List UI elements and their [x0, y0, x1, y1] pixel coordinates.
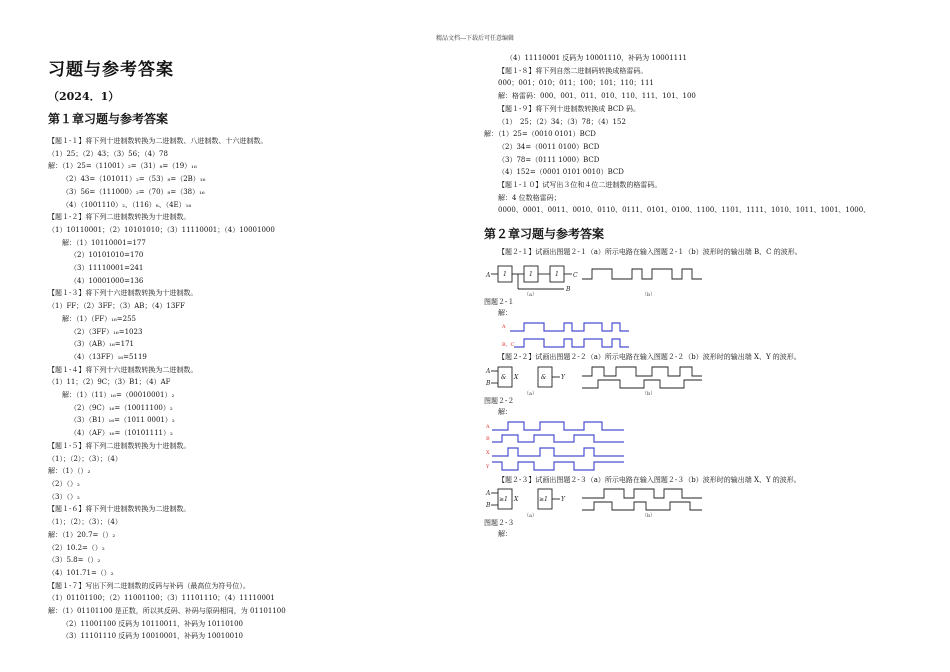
figure-2-1-input-waveform — [582, 269, 702, 279]
svg-text:1: 1 — [529, 270, 533, 278]
answer-2-1-waveforms — [484, 319, 904, 351]
chapter-1-heading: 第１章习题与参考答案 — [48, 112, 169, 126]
exercise-line: （1）；（2）；（3）；（4） — [48, 454, 122, 463]
chapter-1-exercises-cont — [484, 52, 904, 217]
exercise-line: （1）；（2）；（3）；（4） — [48, 518, 122, 527]
left-column — [48, 52, 448, 643]
doc-date: （2024．1） — [48, 90, 120, 103]
exercise-line: （3）11101110 反码为 10010001，补码为 10010010 — [62, 632, 244, 641]
figure-2-1 — [484, 259, 904, 297]
svg-text:（a）: （a） — [524, 291, 537, 297]
answer-2-2-wave-x — [492, 448, 624, 456]
exercise-line: 【题１-５】将下列二进制数转换为十进制数。 — [48, 441, 191, 450]
exercise-line: （4）（AF）₁₆=（10101111）₂ — [70, 429, 173, 438]
answer-2-3-label: 解： — [498, 530, 512, 539]
figure-2-2-circuit — [485, 367, 566, 396]
svg-text:&: & — [501, 373, 507, 381]
figure-2-3 — [484, 486, 904, 518]
exercise-line: （1）10110001；（2）10101010；（3）11110001；（4）10001000 — [48, 225, 275, 234]
exercise-line: 解：（1）（FF）₁₆=255 — [62, 314, 137, 323]
figure-2-1-caption: 图题２-１ — [484, 297, 515, 306]
exercise-line: （3）78=（0111 1000）BCD — [498, 155, 600, 164]
exercise-line: （4）10001000=136 — [70, 276, 144, 285]
exercise-line: （4）（1001110）₂、（116）₈、（4E）₁₆ — [62, 200, 192, 209]
figure-2-2-wave-b — [582, 380, 702, 388]
signal-c-label: C — [573, 271, 578, 279]
exercise-line: 解：（1）（11）₁₆=（00010001）₂ — [62, 391, 175, 400]
exercise-line: （2）（9C）₁₆=（10011100）₂ — [70, 403, 173, 412]
svg-text:（b）: （b） — [642, 390, 656, 396]
exercise-line: （1）25；（2）43；（3）56；（4）78 — [48, 149, 168, 158]
chapter-1-exercises — [48, 135, 448, 643]
page-header: 精品文档---下载后可任意编辑 — [435, 35, 515, 42]
exercise-line: 解：（1）01101100 是正数，所以其反码、补码与原码相同，为 01101100 — [48, 607, 286, 616]
exercise-line: 解：（1）25=（11001）₂=（31）₈=（19）₁₆ — [48, 162, 197, 171]
exercise-line: （4）101.71=（）₂ — [48, 568, 114, 577]
figure-2-3-circuit — [485, 489, 566, 518]
exercise-line: （2）43=（101011）₂=（53）₈=（2B）₁₆ — [62, 175, 206, 184]
svg-text:X: X — [486, 449, 490, 456]
exercise-line: 解：（1）（）₂ — [48, 467, 91, 476]
exercise-line: （4）152=（0001 0101 0010）BCD — [498, 168, 624, 177]
right-column — [484, 52, 904, 540]
doc-title: 习题与参考答案 — [48, 60, 174, 80]
svg-text:（a）: （a） — [524, 390, 537, 396]
exercise-line: 【题１-３】将下列十六进制数转换为十进制数。 — [48, 289, 198, 298]
answer-2-2-wave-b — [492, 435, 624, 442]
exercise-line: （3）56=（111000）₂=（70）₈=（38）₁₆ — [62, 187, 205, 196]
exercise-line: （2）11001100 反码为 10110011，补码为 10110100 — [62, 619, 244, 628]
answer-2-1-label: 解： — [498, 308, 512, 317]
exercise-line: 解：格雷码：000、001、011、010、110、111、101、100 — [498, 92, 696, 101]
svg-text:Y: Y — [561, 496, 565, 504]
exercise-line: （3）5.8=（）₂ — [48, 556, 101, 565]
question-2-1: 【题２-１】试画出图题２-１（a）所示电路在输入图题２-１（b）波形时的输出端 B、C 的波形。 — [498, 248, 802, 257]
figure-2-2-wave-a — [582, 367, 702, 376]
answer-2-2-label: 解： — [498, 407, 512, 416]
svg-text:X: X — [514, 373, 519, 381]
answer-2-1-wave-a — [510, 323, 629, 331]
exercise-line: （1） 25；（2）34；（3）78；（4）152 — [498, 117, 626, 126]
answer-2-2-waveforms — [484, 418, 904, 474]
exercise-line: 解：（1）25=（0010 0101）BCD — [484, 130, 596, 139]
answer-2-2-wave-a — [492, 422, 624, 430]
exercise-line: 【题１-９】将下列十进制数转换成 BCD 码。 — [498, 104, 641, 113]
exercise-line: （3）（）₂ — [48, 492, 80, 501]
exercise-line: 解：（1）10110001=177 — [62, 238, 146, 247]
svg-text:1: 1 — [503, 270, 507, 278]
answer-2-2-wave-y — [492, 462, 624, 470]
exercise-line: 【题１-４】将下列十六进制数转换为二进制数。 — [48, 365, 198, 374]
exercise-line: 000；001；010；011；100；101；110；111 — [498, 79, 654, 88]
exercise-line: （1）11；（2）9C；（3）B1；（4）AF — [48, 378, 171, 387]
figure-2-3-wave-b — [582, 502, 702, 510]
svg-text:（b）: （b） — [642, 513, 656, 519]
signal-a-label: A — [486, 271, 491, 279]
exercise-line: 【题１-１０】试写出３位和４位二进制数的格雷码。 — [498, 181, 662, 190]
question-2-2: 【题２-２】试画出图题２-２（a）所示电路在输入图题２-２（b）波形时的输出端 X、Y 的波形。 — [498, 352, 801, 361]
svg-text:B、C: B、C — [502, 341, 515, 348]
svg-text:A: A — [502, 323, 506, 330]
exercise-line: （3）（B1）₁₆=（1011 0001）₂ — [70, 416, 175, 425]
exercise-line: 【题１-７】写出下列二进制数的反码与补码（最高位为符号位）。 — [48, 581, 250, 590]
exercise-line: 【题１-６】将下列十进制数转换为二进制数。 — [48, 505, 191, 514]
svg-text:B: B — [486, 502, 491, 510]
exercise-line: 解：（1）20.7=（）₂ — [48, 530, 116, 539]
svg-text:A: A — [486, 367, 491, 375]
svg-text:&: & — [541, 373, 547, 381]
exercise-line: （4）11110001 反码为 10001110，补码为 10001111 — [506, 54, 688, 62]
svg-text:A: A — [486, 490, 491, 498]
exercise-line: 【题１-２】将下列二进制数转换为十进制数。 — [48, 213, 191, 222]
question-2-3: 【题２-３】试画出图题２-３（a）所示电路在输入图题２-３（b）波形时的输出端 X、Y 的波形。 — [498, 475, 801, 484]
svg-text:B: B — [486, 379, 491, 387]
exercise-line: （2）（3FF）₁₆=1023 — [70, 327, 143, 336]
exercise-line: （2）10.2=（）₂ — [48, 543, 105, 552]
figure-2-3-wave-a — [582, 489, 702, 498]
svg-text:A: A — [486, 423, 490, 430]
answer-2-1-wave-bc — [514, 339, 629, 347]
exercise-line: （1）01101100；（2）11001100；（3）11101110；（4）11110001 — [48, 594, 275, 603]
svg-text:Y: Y — [486, 463, 490, 470]
exercise-line: （4）（13FF）₁₆=5119 — [70, 352, 147, 361]
figure-2-2 — [484, 364, 904, 396]
exercise-line: 解：4 位数格雷码； — [498, 193, 561, 202]
figure-2-1-circuit — [485, 266, 578, 297]
svg-text:（b）: （b） — [642, 291, 656, 297]
svg-text:B: B — [566, 285, 571, 293]
exercise-line: 【题１-８】将下列自然二进制码转换成格雷码。 — [498, 66, 648, 75]
exercise-line: （2）10101010=170 — [70, 251, 144, 260]
exercise-line: （1）FF；（2）3FF；（3）AB；（4）13FF — [48, 302, 186, 311]
exercise-line: （2）（）₂ — [48, 479, 80, 488]
exercise-line: 【题１-１】将下列十进制数转换为二进制数、八进制数、十六进制数。 — [48, 137, 268, 145]
chapter-2-heading: 第２章习题与参考答案 — [484, 227, 605, 242]
figure-2-3-caption: 图题２-３ — [484, 519, 515, 528]
exercise-line: （3）11110001=241 — [70, 264, 144, 273]
svg-text:X: X — [514, 496, 519, 504]
svg-text:≥1: ≥1 — [539, 496, 548, 504]
svg-text:Y: Y — [561, 373, 565, 381]
exercise-line: （2）34=（0011 0100）BCD — [498, 142, 600, 151]
svg-text:1: 1 — [555, 270, 559, 278]
exercise-line: 0000、0001、0011、0010、0110、0111、0101、0100、1100、1101、1111、1010、1011、1001、1000、 — [498, 206, 871, 215]
svg-text:B: B — [486, 435, 490, 442]
svg-text:≥1: ≥1 — [499, 496, 508, 504]
figure-2-2-caption: 图题２-２ — [484, 396, 515, 405]
exercise-line: （3）（AB）₁₆=171 — [70, 340, 134, 349]
svg-text:（a）: （a） — [524, 513, 537, 519]
